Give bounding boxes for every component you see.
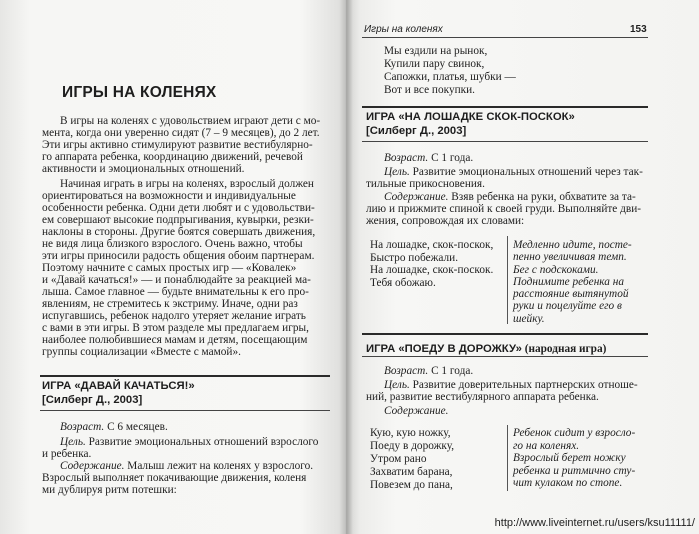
- book-gutter: [339, 0, 353, 534]
- note-line: Взрослый берет ножку: [513, 452, 626, 464]
- text-line: го аппарата ребенка, координацию движений, речевой: [42, 151, 303, 163]
- game-author: [Силберг Д., 2003]: [42, 394, 143, 406]
- game-content: [42, 460, 313, 496]
- age-label: Возраст.: [60, 421, 105, 433]
- verse-divider: [507, 236, 508, 324]
- verse-line: Кую, кую ножку,: [370, 427, 451, 439]
- verse-divider: [507, 425, 508, 491]
- text-line: активности и эмоциональных отношений.: [42, 163, 245, 175]
- game3-title-suffix: (народная игра): [521, 343, 607, 355]
- verse-line: На лошадке, скок-поскок,: [370, 239, 494, 251]
- section-title: ИГРЫ НА КОЛЕНЯХ: [62, 84, 217, 101]
- age-label: Возраст.: [384, 365, 429, 377]
- game3-notes: [513, 427, 635, 490]
- game-age: [60, 421, 168, 433]
- note-line: го на коленях.: [513, 439, 580, 452]
- note-line: Ребенок сидит у взросло-: [513, 427, 636, 439]
- verse-line: Вот и все покупки.: [384, 84, 475, 96]
- text-line: жения, сопровождая их словами:: [366, 215, 525, 227]
- section-rule-thin: [362, 141, 648, 142]
- game2-author: [Силберг Д., 2003]: [366, 125, 467, 137]
- verse-line: Повезем до пана,: [370, 479, 453, 491]
- text-line: Взяв ребенка на руки, обхватите за та-: [448, 191, 636, 203]
- header-rule: [362, 37, 648, 38]
- age-value: С 1 года.: [428, 152, 474, 164]
- section-rule-thin: [40, 410, 330, 411]
- page-number: 153: [630, 24, 647, 35]
- verse-line: Поеду в дорожку,: [370, 440, 455, 452]
- game2-title: ИГРА «НА ЛОШАДКЕ СКОК-ПОСКОК»: [366, 111, 575, 123]
- text-line: наиболее полюбившиеся мамам и детям, посещающим: [42, 334, 308, 346]
- note-line: Медленно идите, посте-: [513, 239, 632, 251]
- text-line: мента, когда они уверенно сидят (7 – 9 месяцев), до 2 лет.: [42, 127, 320, 139]
- content-label: Содержание.: [60, 460, 125, 472]
- poem-top: [384, 45, 516, 97]
- text-line: группы социализации «Вместе с мамой».: [42, 346, 241, 358]
- text-line: Развитие эмоциональных отношений взрослого: [85, 436, 319, 448]
- verse-line: Купили пару свинок,: [384, 58, 485, 70]
- text-line: ми дублируя ритм потешки:: [42, 484, 177, 496]
- note-line: пенно увеличивая темп.: [513, 251, 627, 264]
- text-line: особенности ребенка. Одни дети любят и с удовольстви-: [42, 202, 315, 214]
- text-line: Малыш лежит на коленях у взрослого.: [124, 460, 314, 472]
- text-line: Развитие доверительных партнерских отноше-: [409, 379, 638, 391]
- verse-line: Захватим барана,: [370, 466, 453, 478]
- text-line: эти игры приносили радость общения обоим партнерам.: [42, 250, 315, 262]
- note-line: расстояние вытянутой: [513, 288, 629, 301]
- text-line: с вами в эти игры. В этом разделе мы предлагаем игры,: [42, 322, 309, 334]
- watermark-url: http://www.liveinternet.ru/users/ksu11111/: [494, 517, 695, 529]
- text-line: ний, развитие вестибулярного аппарата ребенка.: [366, 391, 599, 403]
- verse-line: Утром рано: [370, 453, 427, 465]
- game2-notes: [513, 239, 632, 325]
- text-line: явлениям, не стремитесь к экстриму. Иначе, одни раз: [42, 298, 298, 310]
- note-line: чит кулаком по стопе.: [513, 477, 623, 489]
- text-line: лию и прижмите спиной к своей груди. Выполняйте дви-: [366, 203, 642, 215]
- text-line: испугавшись, ребенок надолго утеряет желание играть: [42, 310, 306, 322]
- section-rule: [40, 375, 330, 377]
- game3-goal: [366, 379, 638, 403]
- goal-label: Цель.: [60, 436, 86, 448]
- text-line: Эти игры активно стимулируют развитие вестибулярно-: [42, 139, 313, 151]
- right-page: [346, 0, 699, 534]
- text-line: лыша. Самое главное — будьте внимательны к его про-: [42, 286, 309, 298]
- verse-line: Сапожки, платья, шубки —: [384, 71, 516, 83]
- text-line: не видя лица близкого взрослого. Очень важно, чтобы: [42, 238, 303, 250]
- game2-goal: [366, 166, 643, 190]
- section-rule-thin: [362, 356, 648, 357]
- text-line: и «Давай качаться!» — и понаблюдайте за реакцией ма-: [42, 274, 311, 286]
- game2-age: [384, 152, 473, 164]
- age-value: С 6 месяцев.: [104, 421, 168, 433]
- note-line: Бег с подскоками.: [513, 263, 599, 276]
- game3-heading: [366, 339, 606, 357]
- left-page: [0, 0, 346, 534]
- game-title: ИГРА «ДАВАЙ КАЧАТЬСЯ!»: [42, 380, 195, 392]
- text-line: наклоны в стороны. Другие боятся совершать движения,: [42, 226, 316, 238]
- text-line: ориентироваться на возможности и индивидуальные: [42, 190, 296, 202]
- game3-content-label: Содержание.: [384, 405, 449, 417]
- text-line: Поэтому начните с самых простых игр — «Ковалек»: [42, 262, 297, 274]
- game2-content: [366, 191, 641, 227]
- age-value: С 1 года.: [428, 365, 474, 377]
- note-line: шейку.: [513, 312, 545, 325]
- game3-age: [384, 365, 473, 377]
- verse-line: Тебя обожаю.: [370, 277, 436, 290]
- content-label: Содержание.: [384, 191, 449, 203]
- text-line: ем совершают высокие подпрыгивания, кувырки, резки-: [42, 214, 314, 226]
- note-line: ребенка и ритмично сту-: [513, 464, 636, 477]
- note-line: Поднимите ребенка на: [513, 275, 625, 288]
- game-goal: [42, 436, 318, 460]
- section-rule: [362, 333, 648, 335]
- verse-line: На лошадке, скок-поскок.: [370, 264, 494, 277]
- section-rule: [362, 106, 648, 108]
- age-label: Возраст.: [384, 152, 429, 164]
- verse-line: Мы ездили на рынок,: [384, 45, 488, 57]
- text-line: и ребенка.: [42, 448, 92, 460]
- verse-line: Быстро побежали.: [370, 251, 459, 264]
- intro-paragraph-1: [42, 115, 320, 175]
- text-line: В игры на коленях с удовольствием играют дети с мо-: [60, 115, 321, 127]
- game3-verse: [370, 427, 454, 492]
- text-line: Взрослый выполняет покачивающие движения, коленя: [42, 472, 307, 484]
- text-line: тильные прикосновения.: [366, 178, 485, 190]
- goal-label: Цель.: [384, 379, 410, 391]
- intro-paragraph-2: [42, 178, 315, 358]
- note-line: руки и поцелуйте его в: [513, 300, 622, 313]
- game2-verse: [370, 239, 493, 290]
- text-line: Развитие эмоциональных отношений через так-: [409, 166, 643, 178]
- game3-title: ИГРА «ПОЕДУ В ДОРОЖКУ»: [366, 343, 522, 355]
- text-line: Начиная играть в игры на коленях, взрослый должен: [60, 178, 314, 190]
- running-header: Игры на коленях: [364, 24, 443, 35]
- goal-label: Цель.: [384, 166, 410, 178]
